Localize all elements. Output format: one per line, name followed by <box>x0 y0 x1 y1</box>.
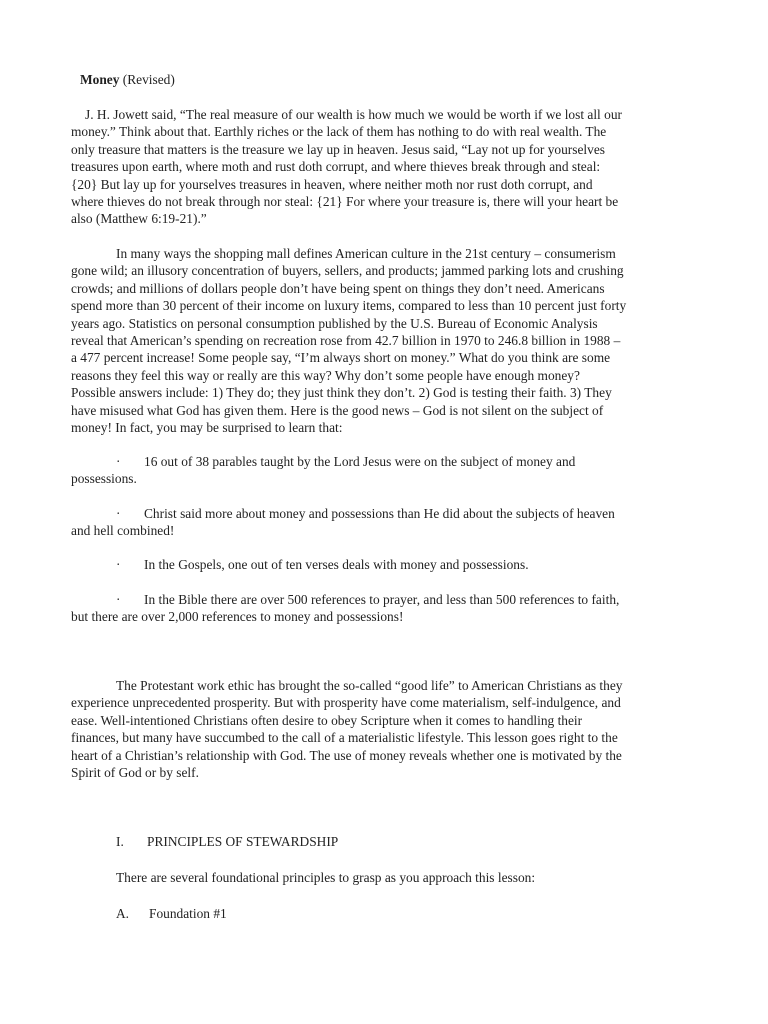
section-heading <box>116 833 338 850</box>
intro-line: {20} But lay up for yourselves treasures in heaven, where neither moth nor rust doth corrupt, and <box>71 176 593 192</box>
bullet-item <box>71 591 696 626</box>
subsection-title: Foundation #1 <box>149 906 227 921</box>
para-line: reveal that American’s spending on recreation rose from 42.7 billion in 1970 to 246.8 billion in 1988 – <box>71 333 621 349</box>
section-numeral: I. <box>116 834 124 849</box>
para-line: a 477 percent increase! Some people say, “I’m always short on money.” What do you think are some <box>71 350 611 366</box>
para-line: spend more than 30 percent of their income on luxury items, compared to less than 10 percent just forty <box>71 298 627 314</box>
bullet-text: Christ said more about money and possessions than He did about the subjects of heaven <box>144 506 615 521</box>
para-line: crowds; and millions of dollars people don’t have being spent on things they don’t need. Americans <box>71 280 605 296</box>
para-line: gone wild; an illusory concentration of buyers, sellers, and products; jammed parking lots and crushing <box>71 263 624 279</box>
work-ethic-paragraph <box>71 677 696 781</box>
para-line: finances, but many have succumbed to the call of a materialistic lifestyle. This lesson goes right to the <box>71 730 618 746</box>
para-line: Possible answers include: 1) They do; they just think they don’t. 2) God is testing their faith. 3) They <box>71 385 612 401</box>
section-title: PRINCIPLES OF STEWARDSHIP <box>147 834 339 849</box>
para-line: reasons they feel this way or really are this way? Why don’t some people have enough money? <box>71 367 580 383</box>
para-line: money! In fact, you may be surprised to learn that: <box>71 420 343 436</box>
bullet-text: 16 out of 38 parables taught by the Lord Jesus were on the subject of money and <box>144 454 576 469</box>
subsection-letter: A. <box>116 906 130 921</box>
para-line: In many ways the shopping mall defines American culture in the 21st century – consumerism <box>116 246 616 261</box>
bullet-mark: · <box>116 557 121 572</box>
para-line: have misused what God has given them. Here is the good news – God is not silent on the subject of <box>71 402 604 418</box>
section-intro: There are several foundational principles to grasp as you approach this lesson: <box>116 870 536 885</box>
bullet-mark: · <box>116 506 121 521</box>
para-line: experience unprecedented prosperity. But with prosperity have come materialism, self-indulgence, and <box>71 695 621 711</box>
para-line: Spirit of God or by self. <box>71 765 199 781</box>
intro-paragraph <box>71 106 696 228</box>
bullet-mark: · <box>116 592 121 607</box>
bullet-text: In the Bible there are over 500 references to prayer, and less than 500 references to faith, <box>144 592 620 607</box>
bullet-mark: · <box>116 454 121 469</box>
para-line: ease. Well-intentioned Christians often desire to obey Scripture when it comes to handling their <box>71 712 583 728</box>
para-line: heart of a Christian’s relationship with God. The use of money reveals whether one is motivated by the <box>71 747 622 763</box>
title-sub: (Revised) <box>122 72 175 87</box>
intro-line: treasures upon earth, where moth and rust doth corrupt, and where thieves break through and steal: <box>71 159 601 175</box>
bullet-text-cont: and hell combined! <box>71 523 175 539</box>
bullet-item <box>71 556 696 573</box>
intro-line: only treasure that matters is the treasure we lay up in heaven. Jesus said, “Lay not up for yourselves <box>71 141 605 157</box>
intro-line: money.” Think about that. Earthly riches or the lack of them has nothing to do with real wealth. The <box>71 124 607 140</box>
intro-line: where thieves do not break through nor steal: {21} For where your treasure is, there will your heart be <box>71 194 619 210</box>
intro-line: also (Matthew 6:19-21).” <box>71 211 207 227</box>
bullet-item <box>71 453 696 488</box>
subsection-heading <box>116 905 227 922</box>
title-main: Money <box>80 72 120 87</box>
bullet-text-cont: possessions. <box>71 471 137 487</box>
para-line: The Protestant work ethic has brought the so-called “good life” to American Christians as they <box>116 678 623 693</box>
intro-line: J. H. Jowett said, “The real measure of our wealth is how much we would be worth if we lost all our <box>85 107 622 122</box>
bullet-item <box>71 505 696 540</box>
consumerism-paragraph <box>71 245 696 436</box>
para-line: years ago. Statistics on personal consumption published by the U.S. Bureau of Economic Analysis <box>71 315 598 331</box>
bullet-text-cont: but there are over 2,000 references to money and possessions! <box>71 609 404 625</box>
document-title <box>80 71 175 88</box>
bullet-text: In the Gospels, one out of ten verses deals with money and possessions. <box>144 557 529 572</box>
